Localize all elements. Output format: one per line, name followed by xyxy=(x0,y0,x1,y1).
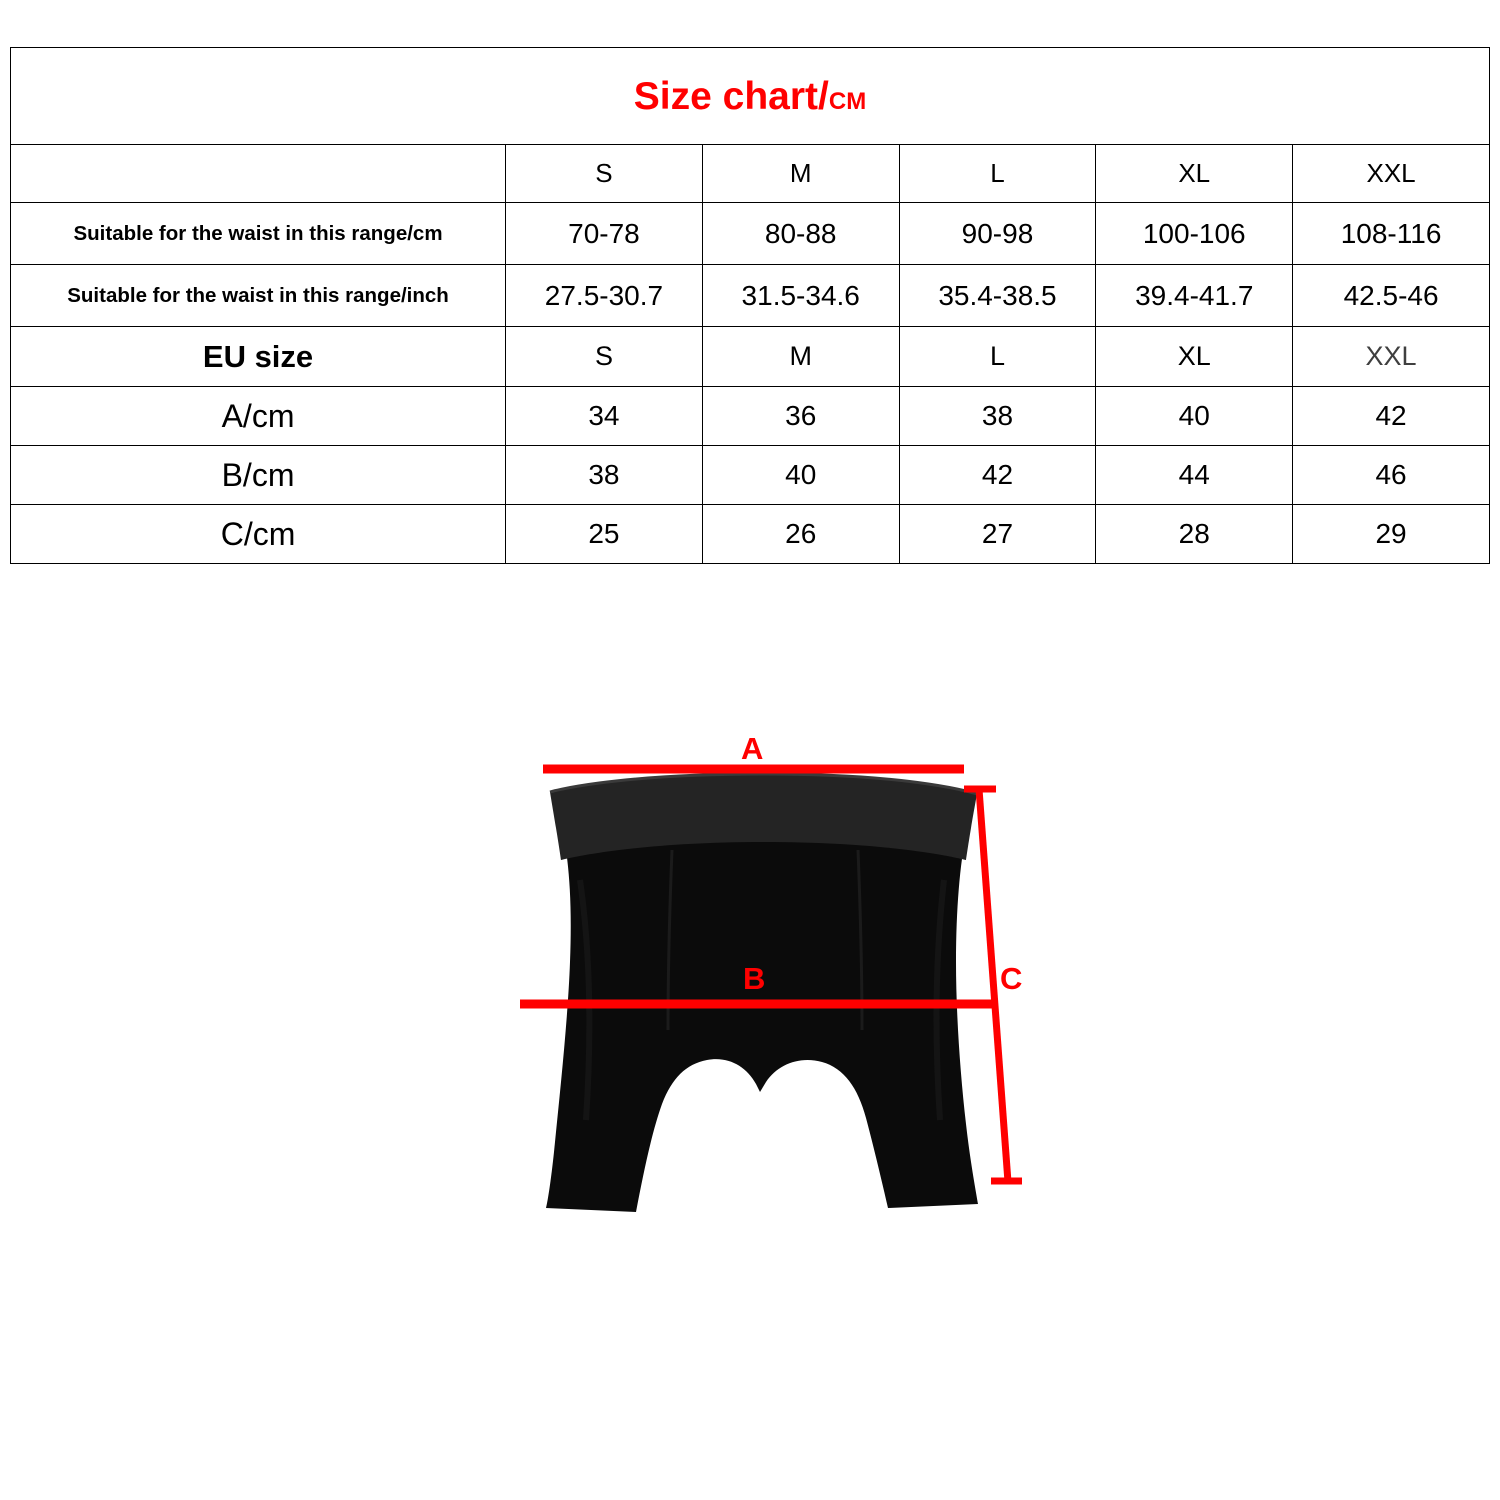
row-label-b-cm: B/cm xyxy=(11,446,506,505)
chart-title-unit: CM xyxy=(828,87,867,115)
row-label-eu-size: EU size xyxy=(11,327,506,387)
table-row-c-cm xyxy=(11,505,1490,564)
row-label-waist-inch: Suitable for the waist in this range/inch xyxy=(11,265,506,327)
measure-label-c: C xyxy=(1000,961,1023,996)
table-row-waist-cm xyxy=(11,203,1490,265)
cell-b-xl: 44 xyxy=(1096,446,1293,505)
measure-label-b: B xyxy=(743,961,766,996)
cell-c-xl: 28 xyxy=(1096,505,1293,564)
cell-waist-inch-l: 35.4-38.5 xyxy=(899,265,1096,327)
cell-c-xxl: 29 xyxy=(1293,505,1490,564)
header-cell-m: M xyxy=(702,145,899,203)
cell-c-s: 25 xyxy=(506,505,703,564)
cell-waist-cm-m: 80-88 xyxy=(702,203,899,265)
cell-waist-cm-s: 70-78 xyxy=(506,203,703,265)
measurement-illustration xyxy=(430,700,1070,1260)
chart-title xyxy=(634,75,866,118)
table-row-eu-size xyxy=(11,327,1490,387)
table-row-header xyxy=(11,145,1490,203)
cell-waist-inch-xl: 39.4-41.7 xyxy=(1096,265,1293,327)
row-label-a-cm: A/cm xyxy=(11,387,506,446)
cell-waist-inch-m: 31.5-34.6 xyxy=(702,265,899,327)
header-cell-xl: XL xyxy=(1096,145,1293,203)
cell-a-m: 36 xyxy=(702,387,899,446)
cell-eu-s: S xyxy=(506,327,703,387)
cell-eu-xl: XL xyxy=(1096,327,1293,387)
header-cell-blank xyxy=(11,145,506,203)
measure-label-a: A xyxy=(741,731,764,766)
cell-c-m: 26 xyxy=(702,505,899,564)
cell-a-xl: 40 xyxy=(1096,387,1293,446)
cell-eu-m: M xyxy=(702,327,899,387)
cell-waist-cm-xl: 100-106 xyxy=(1096,203,1293,265)
header-cell-xxl: XXL xyxy=(1293,145,1490,203)
table-row-title xyxy=(11,48,1490,145)
cell-waist-cm-l: 90-98 xyxy=(899,203,1096,265)
header-cell-s: S xyxy=(506,145,703,203)
row-label-waist-cm: Suitable for the waist in this range/cm xyxy=(11,203,506,265)
chart-title-main: Size chart/ xyxy=(633,74,829,118)
cell-b-s: 38 xyxy=(506,446,703,505)
cell-b-l: 42 xyxy=(899,446,1096,505)
cell-waist-inch-s: 27.5-30.7 xyxy=(506,265,703,327)
cell-b-m: 40 xyxy=(702,446,899,505)
cell-a-xxl: 42 xyxy=(1293,387,1490,446)
cell-waist-cm-xxl: 108-116 xyxy=(1293,203,1490,265)
size-chart-section xyxy=(10,47,1490,564)
chart-title-cell xyxy=(11,48,1490,145)
table-row-b-cm xyxy=(11,446,1490,505)
size-chart-table xyxy=(10,47,1490,564)
cell-b-xxl: 46 xyxy=(1293,446,1490,505)
table-row-a-cm xyxy=(11,387,1490,446)
cell-eu-xxl: XXL xyxy=(1293,327,1490,387)
cell-eu-l: L xyxy=(899,327,1096,387)
header-cell-l: L xyxy=(899,145,1096,203)
row-label-c-cm: C/cm xyxy=(11,505,506,564)
table-row-waist-inch xyxy=(11,265,1490,327)
cell-c-l: 27 xyxy=(899,505,1096,564)
cell-waist-inch-xxl: 42.5-46 xyxy=(1293,265,1490,327)
cell-a-l: 38 xyxy=(899,387,1096,446)
cell-a-s: 34 xyxy=(506,387,703,446)
